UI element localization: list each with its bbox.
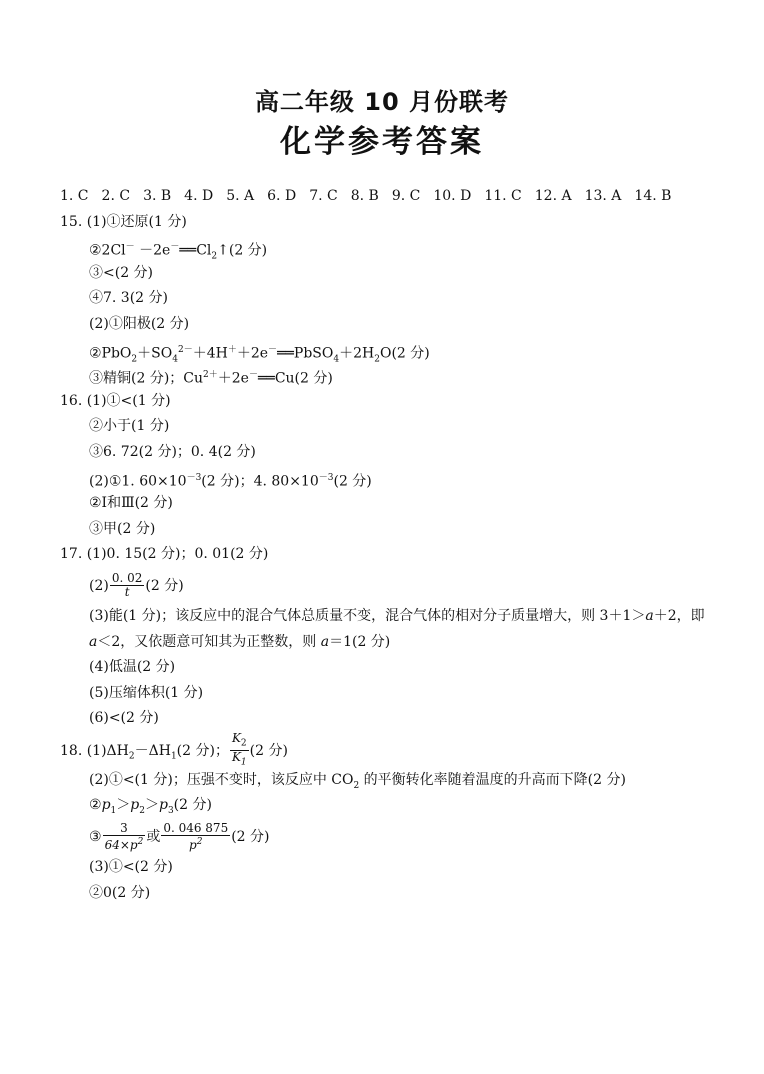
q18-line-3: $②p_1>p_2>p_3(2$ 分) <box>89 797 212 817</box>
mc-answer: 1. C <box>60 188 89 204</box>
mc-answer: 7. C <box>309 188 338 204</box>
mc-answer: 10. D <box>433 188 472 204</box>
q15-line-1: 15. (1)①还原(1 分) <box>60 213 187 230</box>
q16-line-6: ③甲(2 分) <box>89 520 156 537</box>
q18-line-4: ③ $\frac{3}{64\times p^2}$ 或 $\frac{0. 046 875}{p^2}$ (2 分) <box>89 821 270 853</box>
q15-line-6: $②PbO_2+SO_4^{2-}+4H^++2e^-══PbSO_4+2H_2O(2$ 分) <box>89 344 430 365</box>
mc-answer: 3. B <box>143 188 172 204</box>
mc-answer: 8. B <box>350 188 379 204</box>
answer-sheet <box>60 184 710 906</box>
q18-line-2: (2)①<(1 分)；压强不变时，该反应中 $CO_2$ 的平衡转化率随着温度的升高而下降(2 分) <box>89 771 626 791</box>
mc-answer: 13. A <box>584 188 622 204</box>
q17-line-5: (5)压缩体积(1 分) <box>89 684 204 701</box>
q16-line-3: ③6. 72(2 分)；0. 4(2 分) <box>89 443 256 460</box>
q18-line-1: 18. $(1)\Delta H_2-\Delta H_1(2$ 分)； $\frac{K_2}{K_1}$ (2 分) <box>60 730 288 768</box>
mc-answer: 14. B <box>634 188 672 204</box>
mc-answer: 5. A <box>226 188 255 204</box>
mc-answer: 6. D <box>267 188 297 204</box>
multiple-choice-answers <box>60 184 710 210</box>
q15-line-4: ④7. 3(2 分) <box>89 290 168 307</box>
mc-answer: 11. C <box>484 188 522 204</box>
q16-line-2: ②小于(1 分) <box>89 418 170 435</box>
document-subtitle: 化学参考答案 <box>280 124 484 160</box>
q15-line-7: ③精铜(2 分)；$Cu^{2+}+2e^-══Cu(2$ 分) <box>89 370 333 387</box>
mc-answer: 12. A <box>534 188 572 204</box>
q18-line-5: (3)①<(2 分) <box>89 859 173 876</box>
mc-answer: 9. C <box>391 188 421 204</box>
q16-line-4: (2)①1. $60\times 10^{-3}(2$ 分)；4. $80\times 10^{-3}(2$ 分) <box>89 472 372 490</box>
mc-answer: 2. C <box>101 188 131 204</box>
q17-line-3: (3)能(1 分)；该反应中的混合气体总质量不变，混合气体的相对分子质量增大，则 3＋1＞a＋2，即 a＜2，又依题意可知其为正整数，则 a＝1(2 分) <box>89 607 705 650</box>
q15-line-5: (2)①阳极(2 分) <box>89 315 190 332</box>
q17-line-4: (4)低温(2 分) <box>89 659 176 676</box>
q17-line-2: (2) $\frac{0. 02}{t}$ (2 分) <box>89 571 184 600</box>
fraction: $\frac{0. 046 875}{p^2}$ <box>163 821 229 853</box>
document-title: 高二年级 10 月份联考 <box>254 88 510 116</box>
q16-line-5: ②Ⅰ和Ⅲ(2 分) <box>89 495 173 512</box>
fraction: $\frac{0. 02}{t}$ <box>111 571 143 600</box>
q16-line-1: 16. (1)①<(1 分) <box>60 392 171 409</box>
q17-line-6: (6)<(2 分) <box>89 710 159 727</box>
q17-line-1: 17. (1)0. 15(2 分)；0. 01(2 分) <box>60 546 269 563</box>
fraction: $\frac{K_2}{K_1}$ <box>231 730 247 768</box>
q15-line-3: ③<(2 分) <box>89 264 154 281</box>
mc-answer: 4. D <box>184 188 214 204</box>
q15-line-2: ②2Cl－ $-2e^-══Cl_2↑(2$ 分) <box>89 242 268 262</box>
q18-line-6: ②0(2 分) <box>89 884 151 901</box>
fraction: $\frac{3}{64\times p^2}$ <box>104 821 144 853</box>
